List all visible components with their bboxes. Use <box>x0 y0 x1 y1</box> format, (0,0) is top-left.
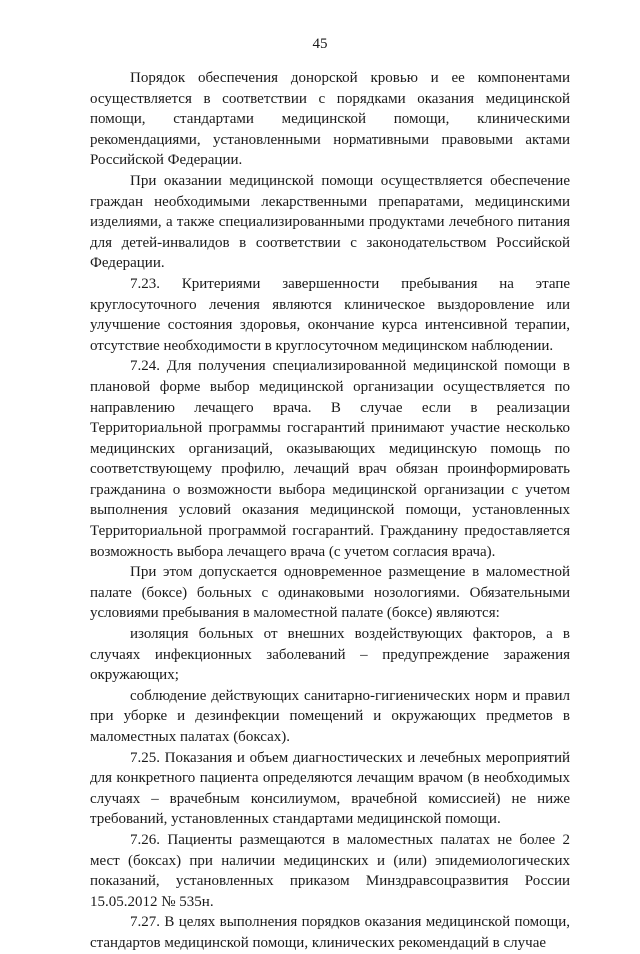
paragraph-7-23: 7.23. Критериями завершенности пребывания на этапе круглосуточного лечения являются клиническое выздоровление или улучшение состояния здоровья, окончание курса интенсивной терапии, отсутствие необходимости в круглосуточном медицинском наблюдении. <box>90 275 570 354</box>
paragraph-7-25: 7.25. Показания и объем диагностических и лечебных мероприятий для конкретного пациента определяются лечащим врачом (в необходимых случаях – врачебным консилиумом, врачебной комиссией) не ниже требований, установленных стандартами медицинской помощи. <box>90 749 570 828</box>
paragraph-7-26: 7.26. Пациенты размещаются в маломестных палатах не более 2 мест (боксах) при наличии медицинских и (или) эпидемиологических показаний, установленных приказом Минздравсоцразвития России 15.05.2012 № 535н. <box>90 831 570 910</box>
document-body <box>90 68 570 954</box>
list-item-isolation: изоляция больных от внешних воздействующих факторов, а в случаях инфекционных заболеваний – предупреждение заражения окружающих; <box>90 626 570 684</box>
list-item-sanitary: соблюдение действующих санитарно-гигиенических норм и правил при уборке и дезинфекции помещений и окружающих предметов в маломестных палатах (боксах). <box>90 687 570 745</box>
paragraph-7-27: 7.27. В целях выполнения порядков оказания медицинской помощи, стандартов медицинской помощи, клинических рекомендаций в случае <box>90 914 570 951</box>
paragraph-medication-supply: При оказании медицинской помощи осуществляется обеспечение граждан необходимыми лекарственными препаратами, медицинскими изделиями, а также специализированными продуктами лечебного питания для детей-инвалидов в соответствии с законодательством Российской Федерации. <box>90 172 570 272</box>
paragraph-donor-blood: Порядок обеспечения донорской кровью и ее компонентами осуществляется в соответствии с порядками оказания медицинской помощи, стандартами медицинской помощи, клиническими рекомендациями, установленными нормативными правовыми актами Российской Федерации. <box>90 70 570 169</box>
paragraph-small-ward: При этом допускается одновременное размещение в маломестной палате (боксе) больных с одинаковыми нозологиями. Обязательными условиями пребывания в маломестной палате (боксе) являются: <box>90 564 570 622</box>
paragraph-7-24: 7.24. Для получения специализированной медицинской помощи в плановой форме выбор медицинской организации осуществляется по направлению лечащего врача. В случае если в реализации Территориальной программы госгарантий принимают участие несколько медицинских организаций, оказывающих медицинскую помощь по соответствующему профилю, лечащий врач обязан проинформировать гражданина о возможности выбора медицинской организации с учетом выполнения условий оказания медицинской помощи, установленных Территориальной программой госгарантий. Гражданину предоставляется возможность выбора лечащего врача (с учетом согласия врача). <box>90 358 570 560</box>
page-number: 45 <box>312 36 328 52</box>
